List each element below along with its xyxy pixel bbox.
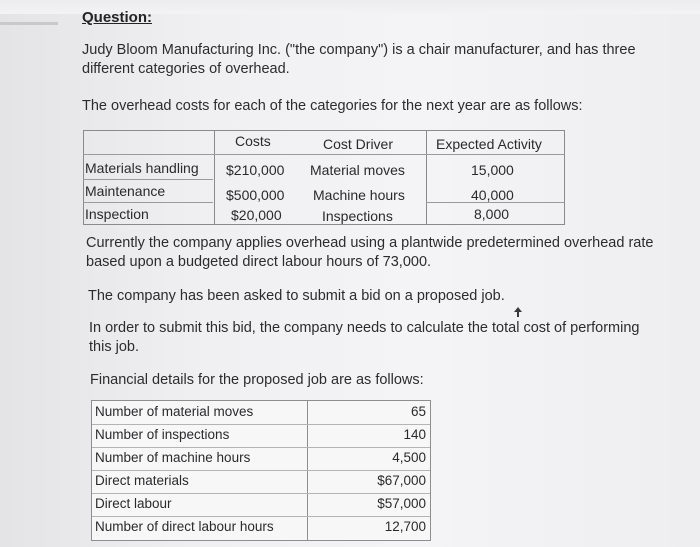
job-label: Number of inspections [95, 427, 230, 442]
overhead-table [83, 130, 565, 225]
row-driver: Material moves [310, 162, 405, 178]
row-category: Inspection [85, 206, 149, 222]
job-value: $67,000 [377, 473, 426, 488]
submit-paragraph: In order to submit this bid, the company needs to calculate the total cost of performing this job. [89, 320, 640, 355]
row-driver: Machine hours [313, 187, 405, 203]
row-driver: Inspections [322, 208, 393, 224]
question-heading: Question: [82, 9, 152, 26]
row-cost: $20,000 [231, 207, 282, 223]
header-expected-activity: Expected Activity [436, 136, 542, 152]
table-row [92, 516, 430, 539]
job-details-table [91, 400, 431, 541]
job-value: $57,000 [377, 496, 426, 511]
table-row [92, 493, 430, 517]
job-label: Number of direct labour hours [95, 519, 274, 534]
mouse-pointer-icon [513, 307, 523, 317]
job-value: 140 [403, 427, 426, 442]
row-activity: 15,000 [471, 162, 514, 178]
header-costs: Costs [235, 133, 271, 149]
header-cost-driver: Cost Driver [323, 136, 394, 152]
bid-paragraph: The company has been asked to submit a bid on a proposed job. [88, 288, 505, 304]
intro-paragraph: Judy Bloom Manufacturing Inc. ("the company") is a chair manufacturer, and has three different categories of overhead. [82, 42, 636, 77]
table-row [92, 470, 430, 494]
row-activity: 8,000 [474, 206, 510, 222]
financial-intro: Financial details for the proposed job are as follows: [90, 372, 424, 388]
row-cost: $500,000 [226, 187, 285, 203]
job-value: 12,700 [384, 519, 426, 534]
left-edge-mark [0, 22, 58, 25]
row-cost: $210,000 [226, 162, 285, 178]
table-row [92, 401, 430, 425]
plantwide-paragraph: Currently the company applies overhead using a plantwide predetermined overhead rate based upon a budgeted direct labour hours of 73,000. [86, 235, 654, 270]
job-label: Number of machine hours [95, 450, 251, 465]
job-value: 65 [410, 404, 426, 419]
row-category: Materials handling [85, 160, 199, 176]
overhead-intro: The overhead costs for each of the categories for the next year are as follows: [82, 98, 583, 114]
row-category: Maintenance [85, 183, 166, 199]
job-label: Direct materials [95, 473, 189, 488]
job-value: 4,500 [392, 450, 426, 465]
job-label: Number of material moves [95, 404, 254, 419]
job-label: Direct labour [95, 496, 172, 511]
row-activity: 40,000 [471, 187, 514, 203]
table-row [92, 424, 430, 448]
table-row [92, 447, 430, 471]
